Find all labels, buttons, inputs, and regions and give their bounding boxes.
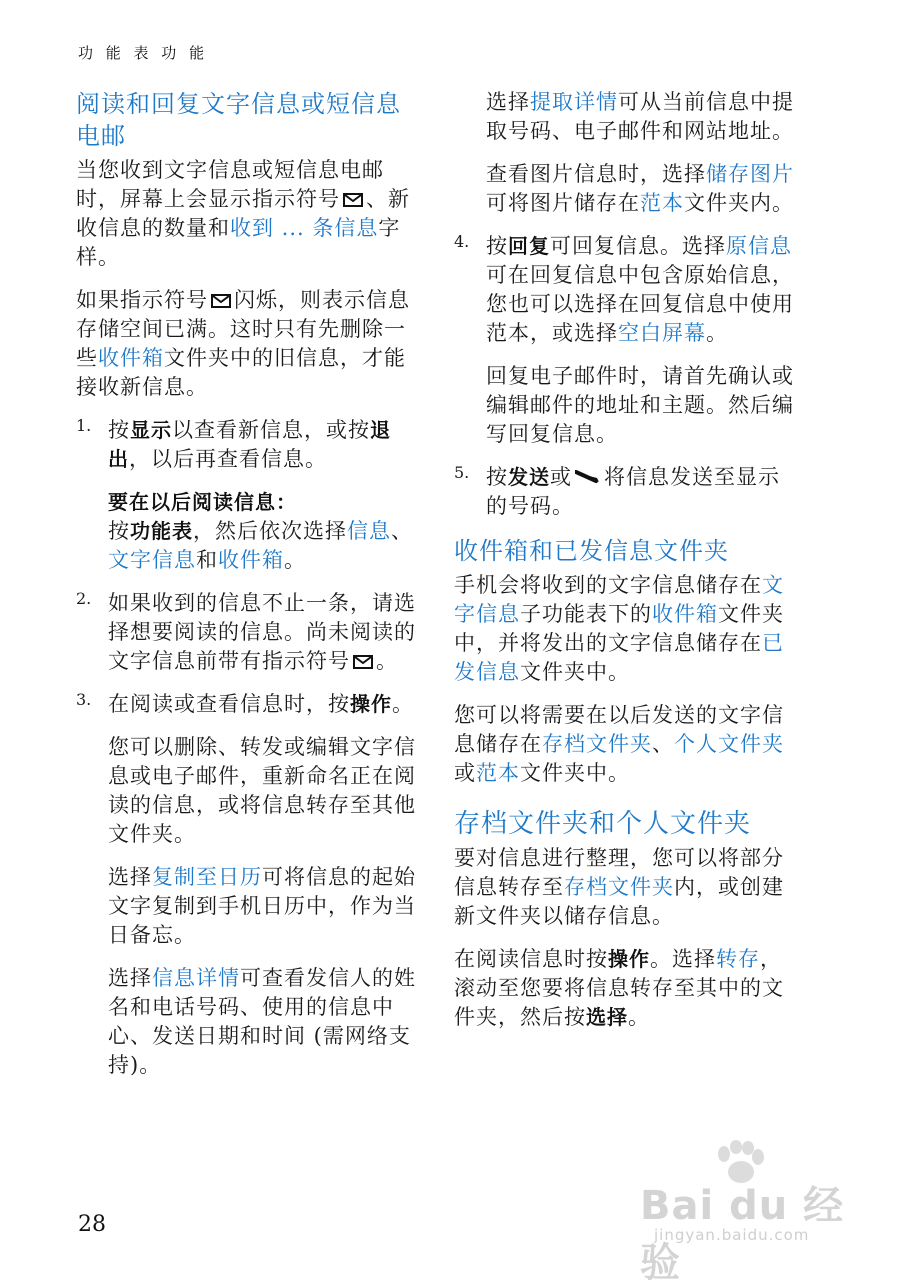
link-extract-details[interactable]: 提取详情 bbox=[530, 90, 618, 114]
text: 可回复信息。选择 bbox=[550, 234, 726, 258]
step-1-later bbox=[108, 488, 416, 575]
text: 如果指示符号 bbox=[76, 288, 208, 312]
step-3-message-details bbox=[108, 964, 416, 1080]
text: 按 bbox=[486, 234, 508, 258]
step-2-text bbox=[108, 589, 416, 676]
envelope-icon bbox=[353, 655, 373, 669]
send-key-icon bbox=[575, 463, 601, 477]
link-save-picture[interactable]: 储存图片 bbox=[706, 162, 794, 186]
link-archive-folder[interactable]: 存档文件夹 bbox=[542, 732, 652, 756]
text: 可在回复信息中包含原始信息，您也可以选择在回复信息中使用范本，或选择 bbox=[486, 263, 794, 345]
step-3-continued bbox=[454, 88, 794, 218]
link-text-messages[interactable]: 文字信息 bbox=[108, 548, 196, 572]
text: 查看图片信息时，选择 bbox=[486, 162, 706, 186]
step-2 bbox=[76, 589, 416, 676]
paragraph-memory-full bbox=[76, 286, 416, 402]
section-title-read-reply bbox=[76, 88, 416, 152]
link-move[interactable]: 转存 bbox=[716, 947, 760, 971]
running-head: 功 能 表 功 能 bbox=[78, 44, 209, 62]
text: 、 bbox=[391, 519, 413, 543]
text: 。 bbox=[628, 1005, 650, 1029]
link-my-folders[interactable]: 个人文件夹 bbox=[674, 732, 784, 756]
subheading-read-later: 要在以后阅读信息： bbox=[108, 490, 297, 514]
section-title-inbox-sent: 收件箱和已发信息文件夹 bbox=[454, 537, 729, 565]
section-title-line2: 电邮 bbox=[76, 122, 126, 150]
key-options: 操作 bbox=[350, 692, 392, 716]
text: 或 bbox=[454, 761, 476, 785]
right-column bbox=[454, 88, 794, 1046]
text: 文件夹中。 bbox=[520, 761, 630, 785]
envelope-icon bbox=[343, 193, 363, 207]
text: 。 bbox=[392, 692, 414, 716]
step-4 bbox=[454, 232, 794, 449]
paragraph-organize bbox=[454, 844, 794, 931]
watermark-url: jingyan.baidu.com bbox=[654, 1226, 810, 1244]
text: 可将信息的起始文字复制到手机日历中，作为当日备忘。 bbox=[108, 865, 416, 947]
text: 。选择 bbox=[650, 947, 716, 971]
text: 。 bbox=[376, 649, 398, 673]
left-column bbox=[76, 88, 416, 1094]
text: 按 bbox=[108, 519, 130, 543]
text: 您可以将需要在以后发送的文字信息储存在 bbox=[454, 703, 784, 756]
text: 如果收到的信息不止一条，请选择想要阅读的信息。尚未阅读的文字信息前带有指示符号 bbox=[108, 591, 416, 673]
envelope-icon bbox=[211, 294, 231, 308]
link-templates[interactable]: 范本 bbox=[476, 761, 520, 785]
section-title-line1: 阅读和回复文字信息或短信息 bbox=[76, 90, 401, 118]
watermark-text: Bai du 经验 bbox=[640, 1183, 845, 1286]
text: 文件夹中。 bbox=[520, 660, 630, 684]
text: 可将图片储存在 bbox=[486, 191, 640, 215]
step-5 bbox=[454, 463, 794, 521]
text: 选择 bbox=[108, 966, 152, 990]
key-options: 操作 bbox=[608, 947, 650, 971]
text: 可从当前信息中提取号码、电子邮件和网站地址。 bbox=[486, 90, 794, 143]
key-show: 显示 bbox=[130, 418, 172, 442]
paragraph-save-later bbox=[454, 701, 794, 788]
text: ，滚动至您要将信息转存至其中的文件夹，然后按 bbox=[454, 947, 784, 1029]
step-1-text bbox=[108, 416, 416, 474]
text: 按 bbox=[108, 418, 130, 442]
text: 要对信息进行整理，您可以将部分信息转存至 bbox=[454, 846, 784, 899]
text: 字样。 bbox=[76, 216, 401, 269]
step-4-text bbox=[486, 232, 794, 348]
text: 在阅读信息时按 bbox=[454, 947, 608, 971]
baidu-watermark bbox=[640, 1140, 860, 1286]
step-4-email-reply: 回复电子邮件时，请首先确认或编辑邮件的地址和主题。然后编写回复信息。 bbox=[486, 364, 794, 446]
text: 。 bbox=[284, 548, 306, 572]
step-number: 4. bbox=[454, 232, 470, 251]
text: 内，或创建新文件夹以储存信息。 bbox=[454, 875, 784, 928]
extract-details-paragraph bbox=[486, 88, 794, 146]
step-number: 2. bbox=[76, 589, 92, 608]
text: 子功能表下的 bbox=[520, 602, 652, 626]
link-received-messages[interactable]: 收到 ... 条信息 bbox=[230, 216, 379, 240]
link-text-messages[interactable]: 文字信息 bbox=[454, 573, 784, 626]
text: 、新收信息的数量和 bbox=[76, 187, 410, 240]
text: 以查看新信息，或按 bbox=[172, 418, 370, 442]
key-exit: 退出 bbox=[108, 418, 391, 471]
step-5-text bbox=[486, 463, 794, 521]
paragraph-inbox-sent bbox=[454, 571, 794, 687]
text: 、 bbox=[652, 732, 674, 756]
link-inbox[interactable]: 收件箱 bbox=[98, 346, 164, 370]
text: 文件夹中，并将发出的文字信息储存在 bbox=[454, 602, 784, 655]
text: 选择 bbox=[108, 865, 152, 889]
step-3-text bbox=[108, 690, 416, 719]
text: 或 bbox=[550, 465, 572, 489]
key-reply: 回复 bbox=[508, 234, 550, 258]
link-templates[interactable]: 范本 bbox=[640, 191, 684, 215]
section-title-archive: 存档文件夹和个人文件夹 bbox=[454, 809, 752, 839]
link-messages[interactable]: 信息 bbox=[347, 519, 391, 543]
paragraph-new-message bbox=[76, 156, 416, 272]
step-3 bbox=[76, 690, 416, 1080]
text: 按 bbox=[486, 465, 508, 489]
key-send: 发送 bbox=[508, 465, 550, 489]
link-archive-folder[interactable]: 存档文件夹 bbox=[564, 875, 674, 899]
text: 在阅读或查看信息时，按 bbox=[108, 692, 350, 716]
text: 文件夹中的旧信息，才能接收新信息。 bbox=[76, 346, 406, 399]
text: 闪烁，则表示信息存储空间已满。这时只有先删除一些 bbox=[76, 288, 410, 370]
link-copy-to-calendar[interactable]: 复制至日历 bbox=[152, 865, 262, 889]
step-number: 3. bbox=[76, 690, 92, 709]
text: 可查看发信人的姓名和电话号码、使用的信息中心、发送日期和时间 (需网络支持)。 bbox=[108, 966, 416, 1077]
link-original-message[interactable]: 原信息 bbox=[726, 234, 792, 258]
step-number: 1. bbox=[76, 416, 92, 435]
text: 选择 bbox=[486, 90, 530, 114]
link-blank-screen[interactable]: 空白屏幕 bbox=[618, 321, 706, 345]
link-inbox[interactable]: 收件箱 bbox=[652, 602, 718, 626]
page-number: 28 bbox=[78, 1212, 106, 1237]
text: 将信息发送至显示的号码。 bbox=[486, 465, 780, 518]
text: 和 bbox=[196, 548, 218, 572]
step-3-options: 您可以删除、转发或编辑文字信息或电子邮件，重新命名正在阅读的信息，或将信息转存至其他文件夹。 bbox=[108, 735, 416, 846]
text: 。 bbox=[706, 321, 728, 345]
text: 手机会将收到的文字信息储存在 bbox=[454, 573, 762, 597]
step-1 bbox=[76, 416, 416, 575]
link-inbox[interactable]: 收件箱 bbox=[218, 548, 284, 572]
text: ，以后再查看信息。 bbox=[129, 447, 327, 471]
step-number: 5. bbox=[454, 463, 470, 482]
paragraph-move bbox=[454, 945, 794, 1032]
text: ，然后依次选择 bbox=[193, 519, 347, 543]
save-picture-paragraph bbox=[486, 160, 794, 218]
key-select: 选择 bbox=[586, 1005, 628, 1029]
text: 文件夹内。 bbox=[684, 191, 794, 215]
step-3-copy-calendar bbox=[108, 863, 416, 950]
key-menu: 功能表 bbox=[130, 519, 193, 543]
link-sent-items[interactable]: 已发信息 bbox=[454, 631, 784, 684]
link-message-details[interactable]: 信息详情 bbox=[152, 966, 240, 990]
text: 当您收到文字信息或短信息电邮时，屏幕上会显示指示符号 bbox=[76, 158, 384, 211]
